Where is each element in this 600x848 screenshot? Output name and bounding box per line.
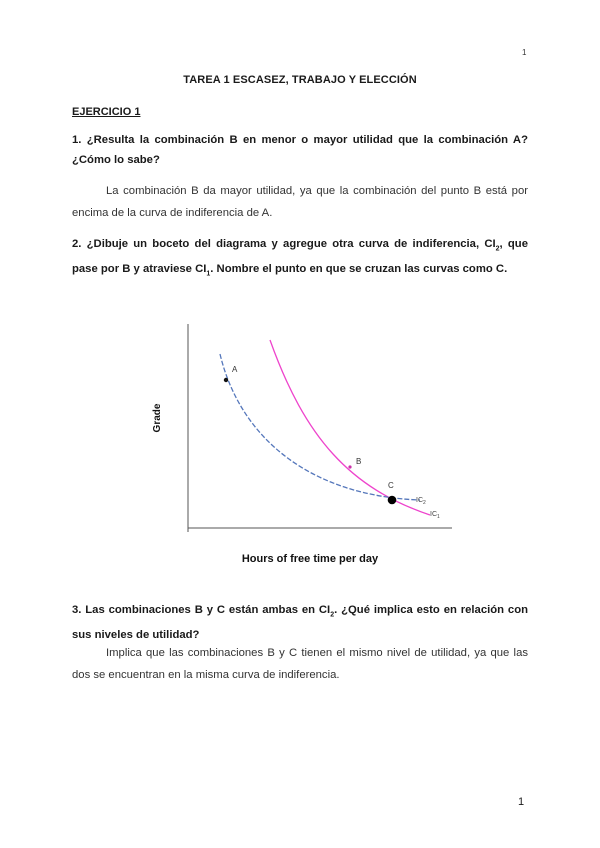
page-title: TAREA 1 ESCASEZ, TRABAJO Y ELECCIÓN [183, 74, 417, 86]
question-2-sub2: 1 [206, 270, 211, 278]
ic1-label-main: IC [430, 511, 437, 518]
point-b-label: B [356, 457, 362, 466]
ic2-label-sub: 2 [423, 500, 426, 506]
answer-1 [72, 180, 528, 224]
question-3-part2: . ¿Qué implica esto en relación con sus niveles de utilidad? [72, 604, 528, 642]
section-heading: EJERCICIO 1 [72, 106, 141, 118]
question-2 [72, 234, 528, 285]
question-2-part2: , que pase por B y atraviese CI [72, 238, 528, 276]
indifference-chart [140, 318, 460, 568]
question-2-part3: . Nombre el punto en que se cruzan las curvas como C. [210, 263, 508, 276]
ic1-label-sub: 1 [437, 514, 440, 520]
ic2-curve [220, 354, 420, 500]
question-3-sub1: 2 [330, 611, 335, 619]
question-2-sub1: 2 [495, 245, 500, 253]
question-3 [72, 600, 528, 645]
ic2-label-main: IC [416, 497, 423, 504]
question-3-part1: 3. Las combinaciones B y C están ambas en CI [72, 604, 331, 616]
question-1: 1. ¿Resulta la combinación B en menor o mayor utilidad que la combinación A? ¿Cómo lo sabe? [72, 134, 528, 166]
answer-1-text: La combinación B da mayor utilidad, ya que la combinación del punto B está por encima de la curva de indiferencia de A. [72, 185, 528, 219]
ic1-label [430, 511, 440, 520]
ic2-label [416, 497, 426, 506]
page-number-top: 1 [522, 48, 527, 57]
point-c-marker [388, 496, 397, 505]
answer-3 [72, 642, 528, 686]
y-axis-label: Grade [152, 403, 163, 433]
x-axis-label: Hours of free time per day [241, 553, 379, 565]
point-b-marker [348, 465, 351, 468]
page-number-bottom: 1 [518, 796, 525, 808]
answer-3-text: Implica que las combinaciones B y C tienen el mismo nivel de utilidad, ya que las dos se encuentran en la misma curva de indiferencia. [72, 647, 528, 681]
point-c-label: C [388, 481, 394, 490]
question-2-part1: 2. ¿Dibuje un boceto del diagrama y agregue otra curva de indiferencia, CI [72, 238, 496, 250]
point-a-marker [224, 378, 228, 382]
indifference-curve-figure [140, 318, 460, 568]
point-a-label: A [232, 365, 238, 374]
